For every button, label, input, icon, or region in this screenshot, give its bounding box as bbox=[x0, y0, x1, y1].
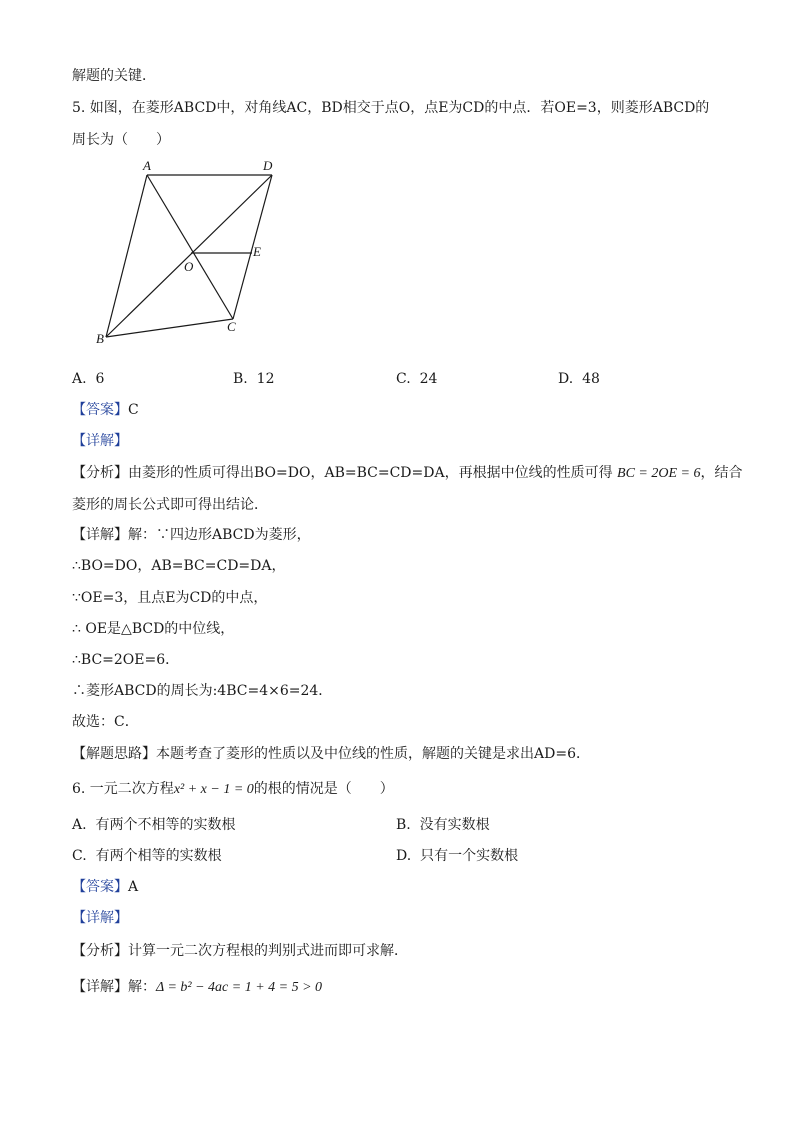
q5-option-d bbox=[558, 369, 600, 389]
label-e: E bbox=[253, 244, 261, 259]
option-text: 只有一个实数根 bbox=[420, 848, 519, 864]
q6-detail-heading: 【详解】 bbox=[72, 910, 128, 926]
q5-step-3: ∵OE=3，且点E为CD的中点， bbox=[72, 590, 268, 606]
option-text: 6 bbox=[95, 371, 105, 387]
q6-option-b bbox=[396, 815, 490, 835]
answer-tag: 【答案】 bbox=[72, 879, 128, 895]
q5-step-7: 故选：C． bbox=[72, 714, 139, 730]
q6-prefix: 6. 一元二次方程 bbox=[72, 781, 174, 797]
option-label: A. bbox=[72, 817, 87, 833]
carryover-text: 解题的关键． bbox=[72, 68, 156, 84]
option-label: D. bbox=[396, 848, 412, 864]
analysis-tag: 【分析】 bbox=[72, 943, 128, 959]
q6-option-d bbox=[396, 846, 518, 866]
q5-detail-heading: 【详解】 bbox=[72, 433, 128, 449]
option-label: D. bbox=[558, 371, 574, 387]
label-o: O bbox=[184, 259, 194, 274]
option-label: C. bbox=[396, 371, 411, 387]
option-label: B. bbox=[233, 371, 248, 387]
q6-equation: x² + x − 1 = 0 bbox=[173, 782, 254, 797]
thinking-tag: 【解题思路】 bbox=[72, 746, 156, 762]
q5-option-c bbox=[396, 369, 437, 389]
label-c: C bbox=[227, 319, 236, 334]
q5-analysis-line1 bbox=[72, 463, 742, 484]
analysis-text: 由菱形的性质可得出BO=DO，AB=BC=CD=DA，再根据中位线的性质可得 bbox=[128, 465, 613, 481]
q5-answer-line bbox=[72, 400, 139, 420]
q6-answer-line bbox=[72, 877, 138, 897]
q5-step-5: ∴BC=2OE=6． bbox=[72, 652, 180, 668]
side-bc bbox=[106, 319, 233, 337]
analysis-tag: 【分析】 bbox=[72, 465, 128, 481]
q5-thinking-line bbox=[72, 744, 590, 764]
analysis-formula: BC = 2OE = 6 bbox=[617, 466, 701, 481]
detail-step: 解：∵四边形ABCD为菱形， bbox=[128, 527, 311, 543]
detail-tag: 【详解】 bbox=[72, 979, 128, 995]
q5-step-2: ∴BO=DO，AB=BC=CD=DA， bbox=[72, 558, 286, 574]
q6-stem bbox=[72, 779, 394, 800]
q5-stem-line1: 5. 如图，在菱形ABCD中，对角线AC，BD相交于点O，点E为CD的中点．若OE=3，则菱形ABCD的 bbox=[72, 100, 710, 116]
diagonal-ac bbox=[147, 175, 233, 319]
discriminant-formula: Δ = b² − 4ac = 1 + 4 = 5 > 0 bbox=[156, 980, 323, 995]
q5-analysis-line2: 菱形的周长公式即可得出结论． bbox=[72, 497, 268, 513]
label-a: A bbox=[143, 158, 151, 173]
option-label: A. bbox=[72, 371, 87, 387]
detail-prefix: 解： bbox=[128, 979, 156, 995]
option-text: 有两个不相等的实数根 bbox=[95, 817, 236, 833]
detail-tag: 【详解】 bbox=[72, 527, 128, 543]
q5-option-b bbox=[233, 369, 274, 389]
q5-step-6: ∴菱形ABCD的周长为:4BC=4×6=24． bbox=[72, 683, 333, 699]
label-d: D bbox=[263, 158, 273, 173]
q6-analysis-line bbox=[72, 941, 408, 961]
option-text: 48 bbox=[582, 371, 600, 387]
q6-suffix: 的根的情况是（ ） bbox=[253, 781, 394, 797]
answer-value: C bbox=[128, 402, 139, 418]
analysis-text: 计算一元二次方程根的判别式进而即可求解． bbox=[128, 943, 408, 959]
q5-detail-line1 bbox=[72, 525, 311, 545]
option-text: 24 bbox=[419, 371, 438, 387]
q5-option-a bbox=[72, 369, 104, 389]
answer-tag: 【答案】 bbox=[72, 402, 128, 418]
q5-stem-line2: 周长为（ ） bbox=[72, 132, 170, 148]
option-text: 有两个相等的实数根 bbox=[95, 848, 222, 864]
label-b: B bbox=[96, 331, 104, 346]
answer-value: A bbox=[128, 879, 139, 895]
option-text: 12 bbox=[256, 371, 275, 387]
option-label: C. bbox=[72, 848, 87, 864]
option-label: B. bbox=[396, 817, 411, 833]
q6-option-a bbox=[72, 815, 235, 835]
thinking-text: 本题考查了菱形的性质以及中位线的性质，解题的关键是求出AD=6． bbox=[156, 746, 590, 762]
q5-step-4: ∴ OE是△BCD的中位线， bbox=[72, 621, 235, 637]
side-ab bbox=[106, 175, 147, 337]
q6-detail-line bbox=[72, 977, 322, 998]
diagonal-bd bbox=[106, 175, 272, 337]
rhombus-figure bbox=[90, 152, 290, 352]
analysis-text-tail: ，结合 bbox=[700, 465, 743, 481]
q6-option-c bbox=[72, 846, 222, 866]
option-text: 没有实数根 bbox=[419, 817, 490, 833]
